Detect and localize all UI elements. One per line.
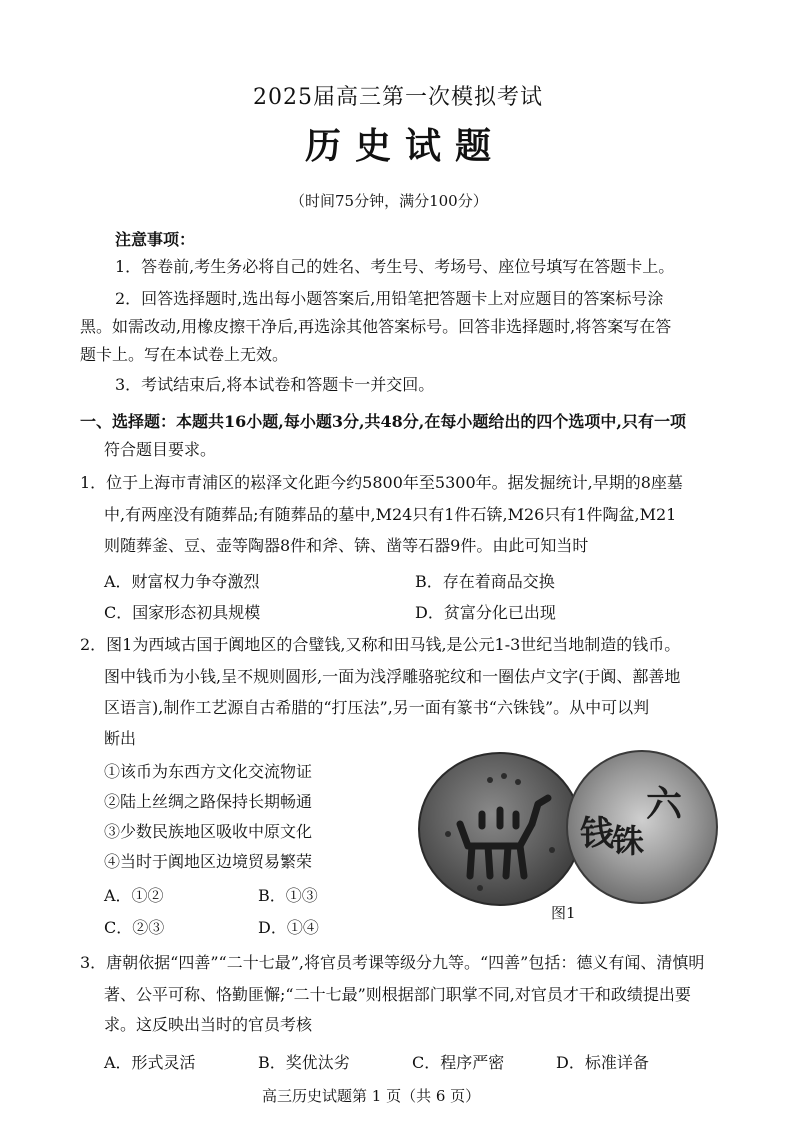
q2-statement: ④当时于阗地区边境贸易繁荣 [104, 852, 313, 871]
notice-line: 1．答卷前,考生务必将自己的姓名、考生号、考场号、座位号填写在答题卡上。 [115, 257, 675, 276]
q2-statement: ②陆上丝绸之路保持长期畅通 [104, 792, 313, 811]
section-heading-cont: 符合题目要求。 [104, 440, 217, 459]
q3-line: 求。这反映出当时的官员考核 [104, 1015, 313, 1034]
q1-option-c: C．国家形态初具规模 [104, 603, 261, 622]
q2-option-b: B．①③ [258, 886, 318, 905]
notice-line: 题卡上。写在本试卷上无效。 [80, 345, 289, 364]
q1-line: 则随葬釜、豆、壶等陶器8件和斧、锛、凿等石器9件。由此可知当时 [104, 536, 589, 555]
q2-statement: ③少数民族地区吸收中原文化 [104, 822, 313, 841]
exam-name: 2025届高三第一次模拟考试 [253, 85, 543, 110]
q1-option-d: D．贫富分化已出现 [415, 603, 556, 622]
q1-option-a: A．财富权力争夺激烈 [104, 572, 260, 591]
camel-relief-icon [420, 754, 580, 904]
figure-1 [418, 742, 728, 912]
figure-caption: 图1 [551, 904, 576, 922]
q3-option-a: A．形式灵活 [104, 1053, 196, 1072]
subject-title: 历史试题 [305, 125, 506, 167]
page-footer: 高三历史试题第 1 页（共 6 页） [262, 1087, 481, 1105]
q3-option-b: B．奖优汰劣 [258, 1053, 350, 1072]
section-heading-text: 一、选择题：本题共16小题,每小题3分,共48分,在每小题给出的四个选项中,只有一项 [80, 412, 686, 431]
q2-statement: ①该币为东西方文化交流物证 [104, 762, 313, 781]
q2-option-d: D．①④ [258, 918, 319, 937]
section-heading [80, 412, 686, 432]
seal-char-liu: 六 [646, 783, 683, 825]
q2-option-c: C．②③ [104, 918, 165, 937]
q2-line: 断出 [104, 729, 137, 748]
q3-option-d: D．标准详备 [556, 1053, 649, 1072]
coin-obverse-camel [418, 752, 582, 906]
time-score: （时间75分钟，满分100分） [290, 192, 488, 210]
seal-char-zhu: 铢 [612, 822, 645, 860]
notice-line: 黑。如需改动,用橡皮擦干净后,再选涂其他答案标号。回答非选择题时,将答案写在答 [80, 317, 672, 336]
coin-reverse-seal [566, 750, 718, 904]
q2-option-a: A．①② [104, 886, 164, 905]
q1-line: 1．位于上海市青浦区的崧泽文化距今约5800年至5300年。据发掘统计,早期的8座墓 [80, 473, 683, 492]
notice-line: 2．回答选择题时,选出每小题答案后,用铅笔把答题卡上对应题目的答案标号涂 [115, 289, 664, 308]
q2-line: 图中钱币为小钱,呈不规则圆形,一面为浅浮雕骆驼纹和一圈佉卢文字(于阗、鄯善地 [104, 667, 681, 686]
q1-option-b: B．存在着商品交换 [415, 572, 555, 591]
q2-line: 区语言),制作工艺源自古希腊的“打压法”,另一面有篆书“六铢钱”。从中可以判 [104, 698, 650, 717]
q2-line: 2．图1为西域古国于阗地区的合璧钱,又称和田马钱,是公元1-3世纪当地制造的钱币。 [80, 635, 681, 654]
notice-line: 3．考试结束后,将本试卷和答题卡一并交回。 [115, 375, 435, 394]
q3-line: 3．唐朝依据“四善”“二十七最”,将官员考课等级分九等。“四善”包括：德义有闻、清慎明 [80, 953, 705, 972]
q1-line: 中,有两座没有随葬品;有随葬品的墓中,M24只有1件石锛,M26只有1件陶盆,M21 [104, 505, 677, 524]
notices-title: 注意事项： [115, 230, 196, 249]
q3-option-c: C．程序严密 [412, 1053, 505, 1072]
q3-line: 著、公平可称、恪勤匪懈;“二十七最”则根据部门职掌不同,对官员才干和政绩提出要 [104, 985, 691, 1004]
seal-char-qian: 钱 [580, 814, 614, 854]
